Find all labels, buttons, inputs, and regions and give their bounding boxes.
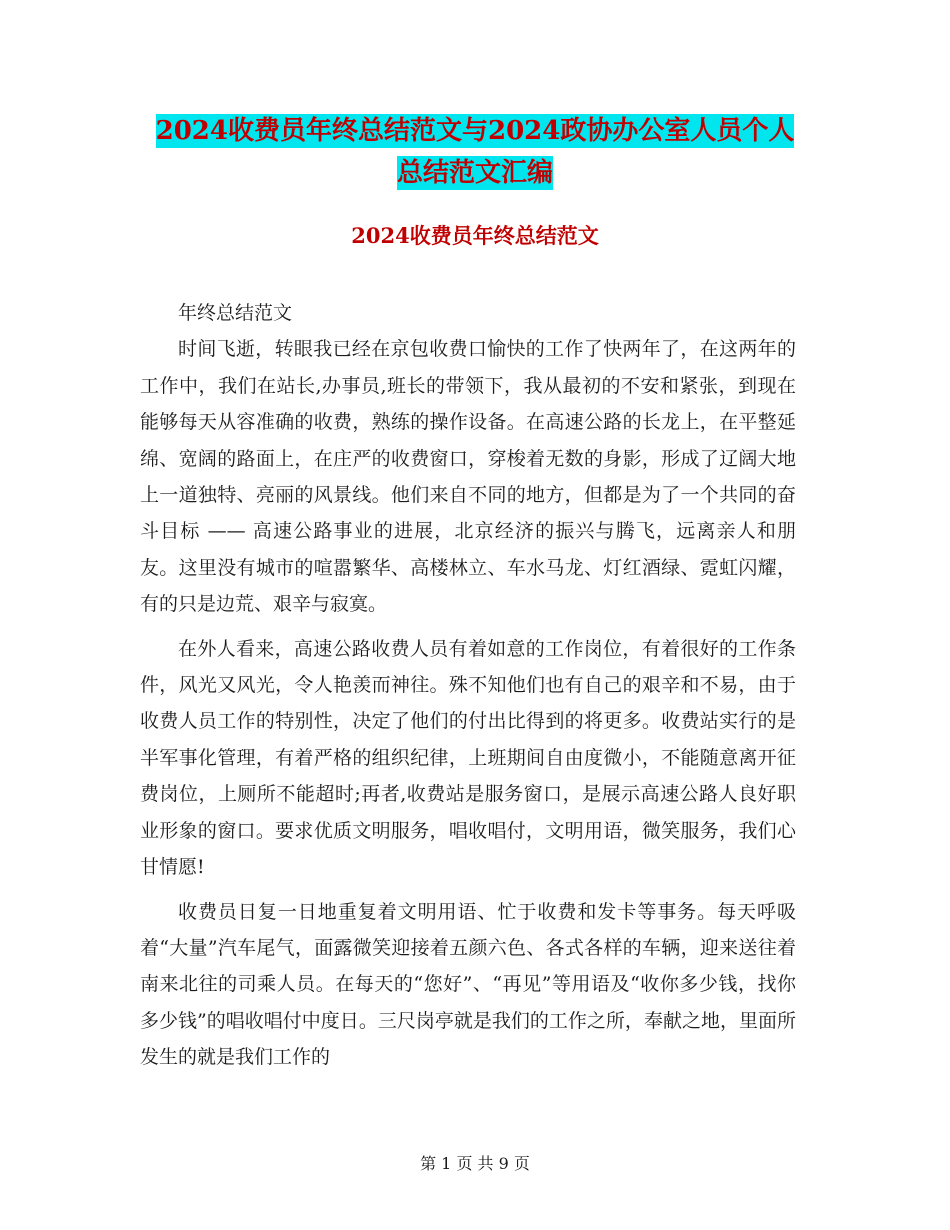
- paragraph-subtitle: 年终总结范文: [178, 302, 293, 324]
- paragraph: 收费员日复一日地重复着文明用语、忙于收费和发卡等事务。每天呼吸着“大量”汽车尾气，面露微笑迎接着五颜六色、各式各样的车辆，迎来送往着南来北往的司乘人员。在每天的“您好”、“再见”等用语及“收你多少钱，找你多少钱”的唱收唱付中度日。三尺岗亭就是我们的工作之所，奉献之地，里面所发生的就是我们工作的: [140, 900, 796, 1069]
- document-title: [140, 110, 810, 194]
- document-body: [140, 295, 796, 1076]
- document-title-line1: 2024收费员年终总结范文与2024政协办公室人员个人: [155, 116, 795, 146]
- paragraph: 时间飞逝，转眼我已经在京包收费口愉快的工作了快两年了，在这两年的工作中，我们在站长,办事员,班长的带领下，我从最初的不安和紧张，到现在能够每天从容准确的收费，熟练的操作设备。在高速公路的长龙上，在平整延绵、宽阔的路面上，在庄严的收费窗口，穿梭着无数的身影，形成了辽阔大地上一道独特、亮丽的风景线。他们来自不同的地方，但都是为了一个共同的奋斗目标 —— 高速公路事业的进展，北京经济的振兴与腾飞，远离亲人和朋友。这里没有城市的喧嚣繁华、高楼林立、车水马龙、灯红酒绿、霓虹闪耀，有的只是边荒、艰辛与寂寞。: [140, 338, 796, 616]
- paragraph: 在外人看来，高速公路收费人员有着如意的工作岗位，有着很好的工作条件，风光又风光，令人艳羡而神往。殊不知他们也有自己的艰辛和不易，由于收费人员工作的特别性，决定了他们的付出比得到的将更多。收费站实行的是半军事化管理，有着严格的组织纪律，上班期间自由度微小，不能随意离开征费岗位，上厕所不能超时;再者,收费站是服务窗口，是展示高速公路人良好职业形象的窗口。要求优质文明服务，唱收唱付，文明用语，微笑服务，我们心甘情愿!: [140, 637, 796, 879]
- document-title-line2: 总结范文汇编: [396, 158, 553, 188]
- section-title: 2024收费员年终总结范文: [351, 223, 599, 248]
- page-footer: 第 1 页 共 9 页: [420, 1154, 530, 1173]
